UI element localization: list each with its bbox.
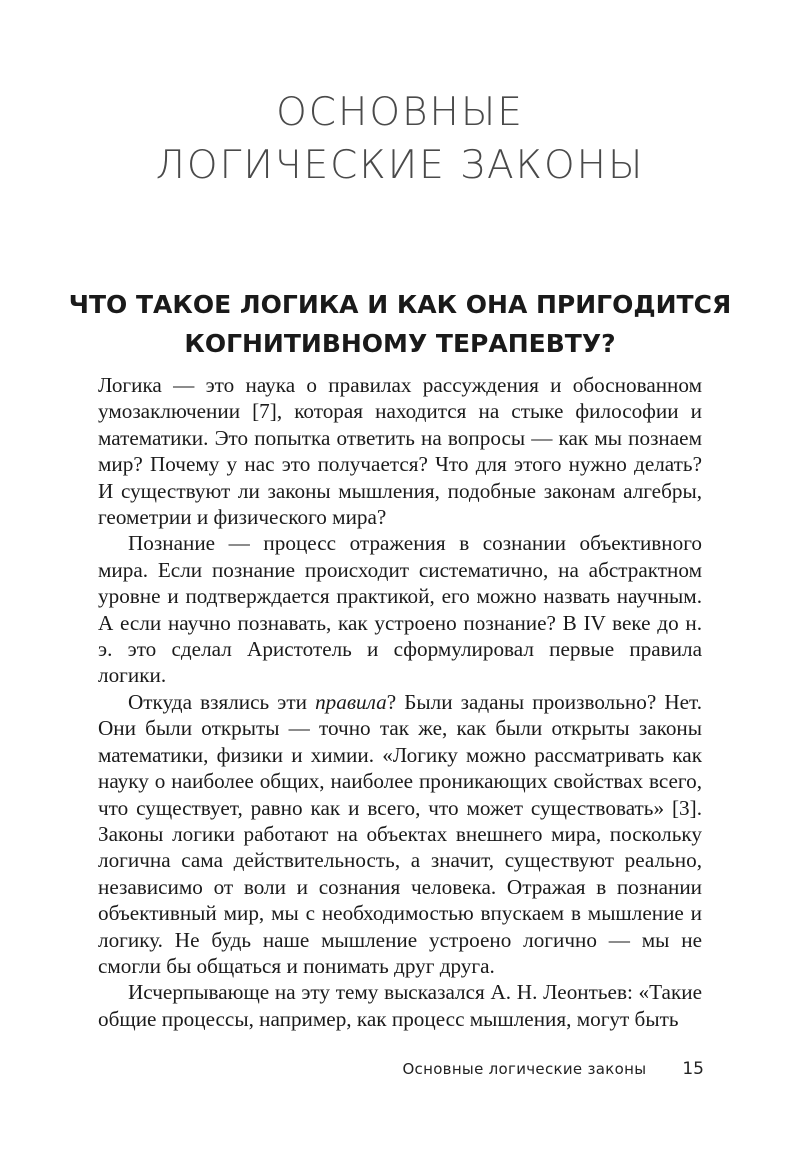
paragraph-3-emphasis: правила	[315, 689, 387, 714]
paragraph-2: Познание — процесс отражения в сознании объективного мира. Если познание происходит систематично, на абстрактном уровне и подтверждается практикой, его можно назвать научным. А если научно познавать, как устроено познание? В IV веке до н. э. это сделал Аристотель и сформулировал первые правила логики.	[98, 531, 702, 688]
body-text	[98, 372, 702, 1032]
paragraph-3-rest: ? Были заданы произвольно? Нет. Они были открыты — точно так же, как были открыты законы математики, физики и химии. «Логику можно рассматривать как науку о наиболее общих, наиболее проникающих свойствах всего, что существует, равно как и всего, что может существовать» [3]. Законы логики работают на объектах внешнего мира, поскольку логична сама действительность, а значит, существуют реально, независимо от воли и сознания человека. Отражая в познании объективный мир, мы с необходимостью впускаем в мышление и логику. Не будь наше мышление устроено логично — мы не смогли бы общаться и понимать друг друга.	[98, 689, 702, 978]
section-heading	[0, 285, 800, 363]
chapter-title	[0, 86, 800, 192]
paragraph-4: Исчерпывающе на эту тему высказался А. Н. Леонтьев: «Такие общие процессы, например, как процесс мышления, могут быть	[98, 980, 702, 1031]
section-heading-line-1: ЧТО ТАКОЕ ЛОГИКА И КАК ОНА ПРИГОДИТСЯ	[68, 290, 732, 319]
page-footer	[0, 1059, 704, 1079]
page-number: 15	[682, 1059, 704, 1079]
running-title: Основные логические законы	[402, 1060, 647, 1078]
paragraph-3-start: Откуда взялись эти	[128, 689, 316, 714]
paragraph-3	[98, 689, 702, 979]
chapter-title-line-1: ОСНОВНЫЕ	[276, 90, 524, 135]
chapter-title-line-2: ЛОГИЧЕСКИЕ ЗАКОНЫ	[155, 143, 645, 188]
section-heading-line-2: КОГНИТИВНОМУ ТЕРАПЕВТУ?	[184, 329, 616, 358]
paragraph-1: Логика — это наука о правилах рассуждения и обоснованном умозаключении [7], которая находится на стыке философии и математики. Это попытка ответить на вопросы — как мы познаем мир? Почему у нас это получается? Что для этого нужно делать? И существуют ли законы мышления, подобные законам алгебры, геометрии и физического мира?	[98, 373, 702, 530]
